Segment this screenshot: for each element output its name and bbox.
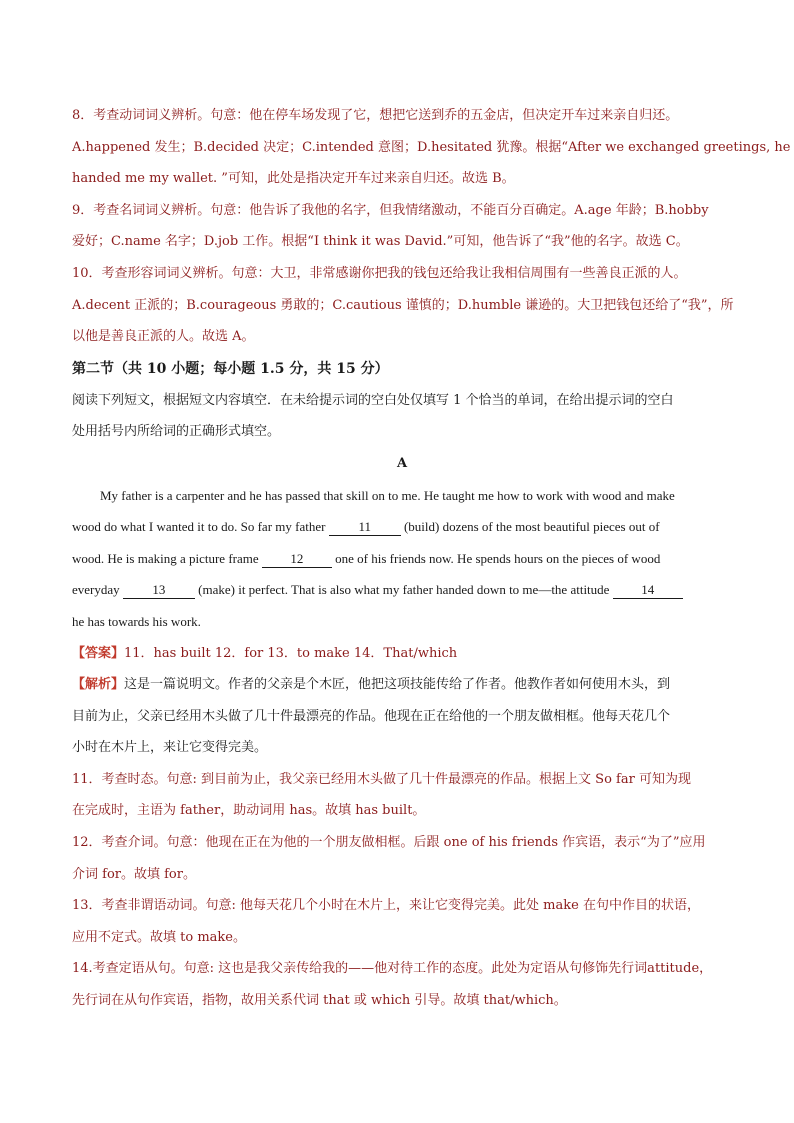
- q8-line-3: handed me my wallet. ”可知，此处是指决定开车过来亲自归还。故选 B。: [72, 171, 515, 187]
- q11-line-1: 11．考查时态。句意: 到目前为止，我父亲已经用木头做了几十件最漂亮的作品。根据上文 So far 可知为现: [72, 771, 691, 787]
- document-page: [72, 100, 791, 1017]
- explanation-q11: [72, 764, 732, 827]
- blank-14[interactable]: 14: [613, 582, 683, 599]
- explanation-q14: [72, 953, 732, 1016]
- q8-line-2: A.happened 发生；B.decided 决定；C.intended 意图；D.hesitated 犹豫。根据“After we exchanged greetings, he: [72, 139, 791, 155]
- q8-line-1: 8．考查动词词义辨析。句意：他在停车场发现了它，想把它送到乔的五金店，但决定开车过来亲自归还。: [72, 108, 679, 123]
- analysis: [72, 669, 732, 764]
- section-heading: 第二节（共 10 小题；每小题 1.5 分，共 15 分）: [72, 360, 389, 377]
- blank-13[interactable]: 13: [123, 582, 195, 599]
- q9-line-2: 爱好；C.name 名字；D.job 工作。根据“I think it was David.”可知，他告诉了“我”他的名字。故选 C。: [72, 234, 689, 250]
- q13-line-1: 13．考查非谓语动词。句意: 他每天花几个小时在木片上，来让它变得完美。此处 make 在句中作目的状语，: [72, 898, 700, 914]
- answer-label: 【答案】: [72, 645, 125, 661]
- q10-line-1: 10．考查形容词词义辨析。句意：大卫，非常感谢你把我的钱包还给我让我相信周围有一些善良正派的人。: [72, 265, 687, 281]
- passage-line-2: wood do what I wanted it to do. So far my father 11 (build) dozens of the most beautiful pieces out of: [72, 519, 660, 535]
- passage: [72, 480, 732, 638]
- q14-line-1: 14.考查定语从句。句意: 这也是我父亲传给我的——他对待工作的态度。此处为定语从句修饰先行词attitude，: [72, 961, 713, 977]
- blank-12[interactable]: 12: [262, 551, 332, 568]
- q9-line-1: 9．考查名词词义辨析。句意：他告诉了我他的名字，但我情绪激动，不能百分百确定。A.age 年龄；B.hobby: [72, 202, 709, 218]
- instructions-line-1: 阅读下列短文，根据短文内容填空．在未给提示词的空白处仅填写 1 个恰当的单词，在给出提示词的空白: [72, 392, 674, 408]
- instructions-line-2: 处用括号内所给词的正确形式填空。: [72, 424, 281, 440]
- q10-line-2: A.decent 正派的；B.courageous 勇敢的；C.cautious 谨慎的；D.humble 谦逊的。大卫把钱包还给了“我”，所: [72, 297, 734, 313]
- answer-line: [72, 638, 732, 670]
- explanation-q10: [72, 258, 732, 353]
- q12-line-2: 介词 for。故填 for。: [72, 866, 196, 882]
- blank-11[interactable]: 11: [329, 519, 401, 536]
- analysis-label: 【解析】: [72, 677, 125, 693]
- section-instructions: [72, 385, 732, 448]
- q13-line-2: 应用不定式。故填 to make。: [72, 929, 246, 945]
- answer-text: 11．has built 12．for 13．to make 14．That/which: [124, 645, 458, 661]
- passage-line-5: he has towards his work.: [72, 613, 201, 629]
- q14-line-2: 先行词在从句作宾语，指物，故用关系代词 that 或 which 引导。故填 that/which。: [72, 993, 567, 1009]
- passage-line-1: My father is a carpenter and he has passed that skill on to me. He taught me how to work with wood and make: [100, 487, 675, 503]
- analysis-line-1: 【解析】这是一篇说明文。作者的父亲是个木匠，他把这项技能传给了作者。他教作者如何使用木头，到: [72, 677, 671, 693]
- analysis-line-2: 目前为止，父亲已经用木头做了几十件最漂亮的作品。他现在正在给他的一个朋友做相框。他每天花几个: [72, 708, 671, 724]
- explanation-q8: [72, 100, 791, 195]
- explanation-q13: [72, 890, 732, 953]
- analysis-line-3: 小时在木片上，来让它变得完美。: [72, 740, 268, 756]
- passage-title: A: [396, 455, 408, 471]
- q11-line-2: 在完成时，主语为 father，助动词用 has。故填 has built。: [72, 803, 426, 819]
- explanation-q12: [72, 827, 732, 890]
- q12-line-1: 12．考查介词。句意：他现在正在为他的一个朋友做相框。后跟 one of his friends 作宾语，表示“为了”应用: [72, 835, 706, 851]
- q10-line-3: 以他是善良正派的人。故选 A。: [72, 329, 255, 345]
- explanation-q9: [72, 195, 732, 258]
- passage-line-4: everyday 13 (make) it perfect. That is also what my father handed down to me—the attitude 14: [72, 574, 732, 606]
- passage-line-3: wood. He is making a picture frame 12 one of his friends now. He spends hours on the pieces of wood: [72, 550, 661, 566]
